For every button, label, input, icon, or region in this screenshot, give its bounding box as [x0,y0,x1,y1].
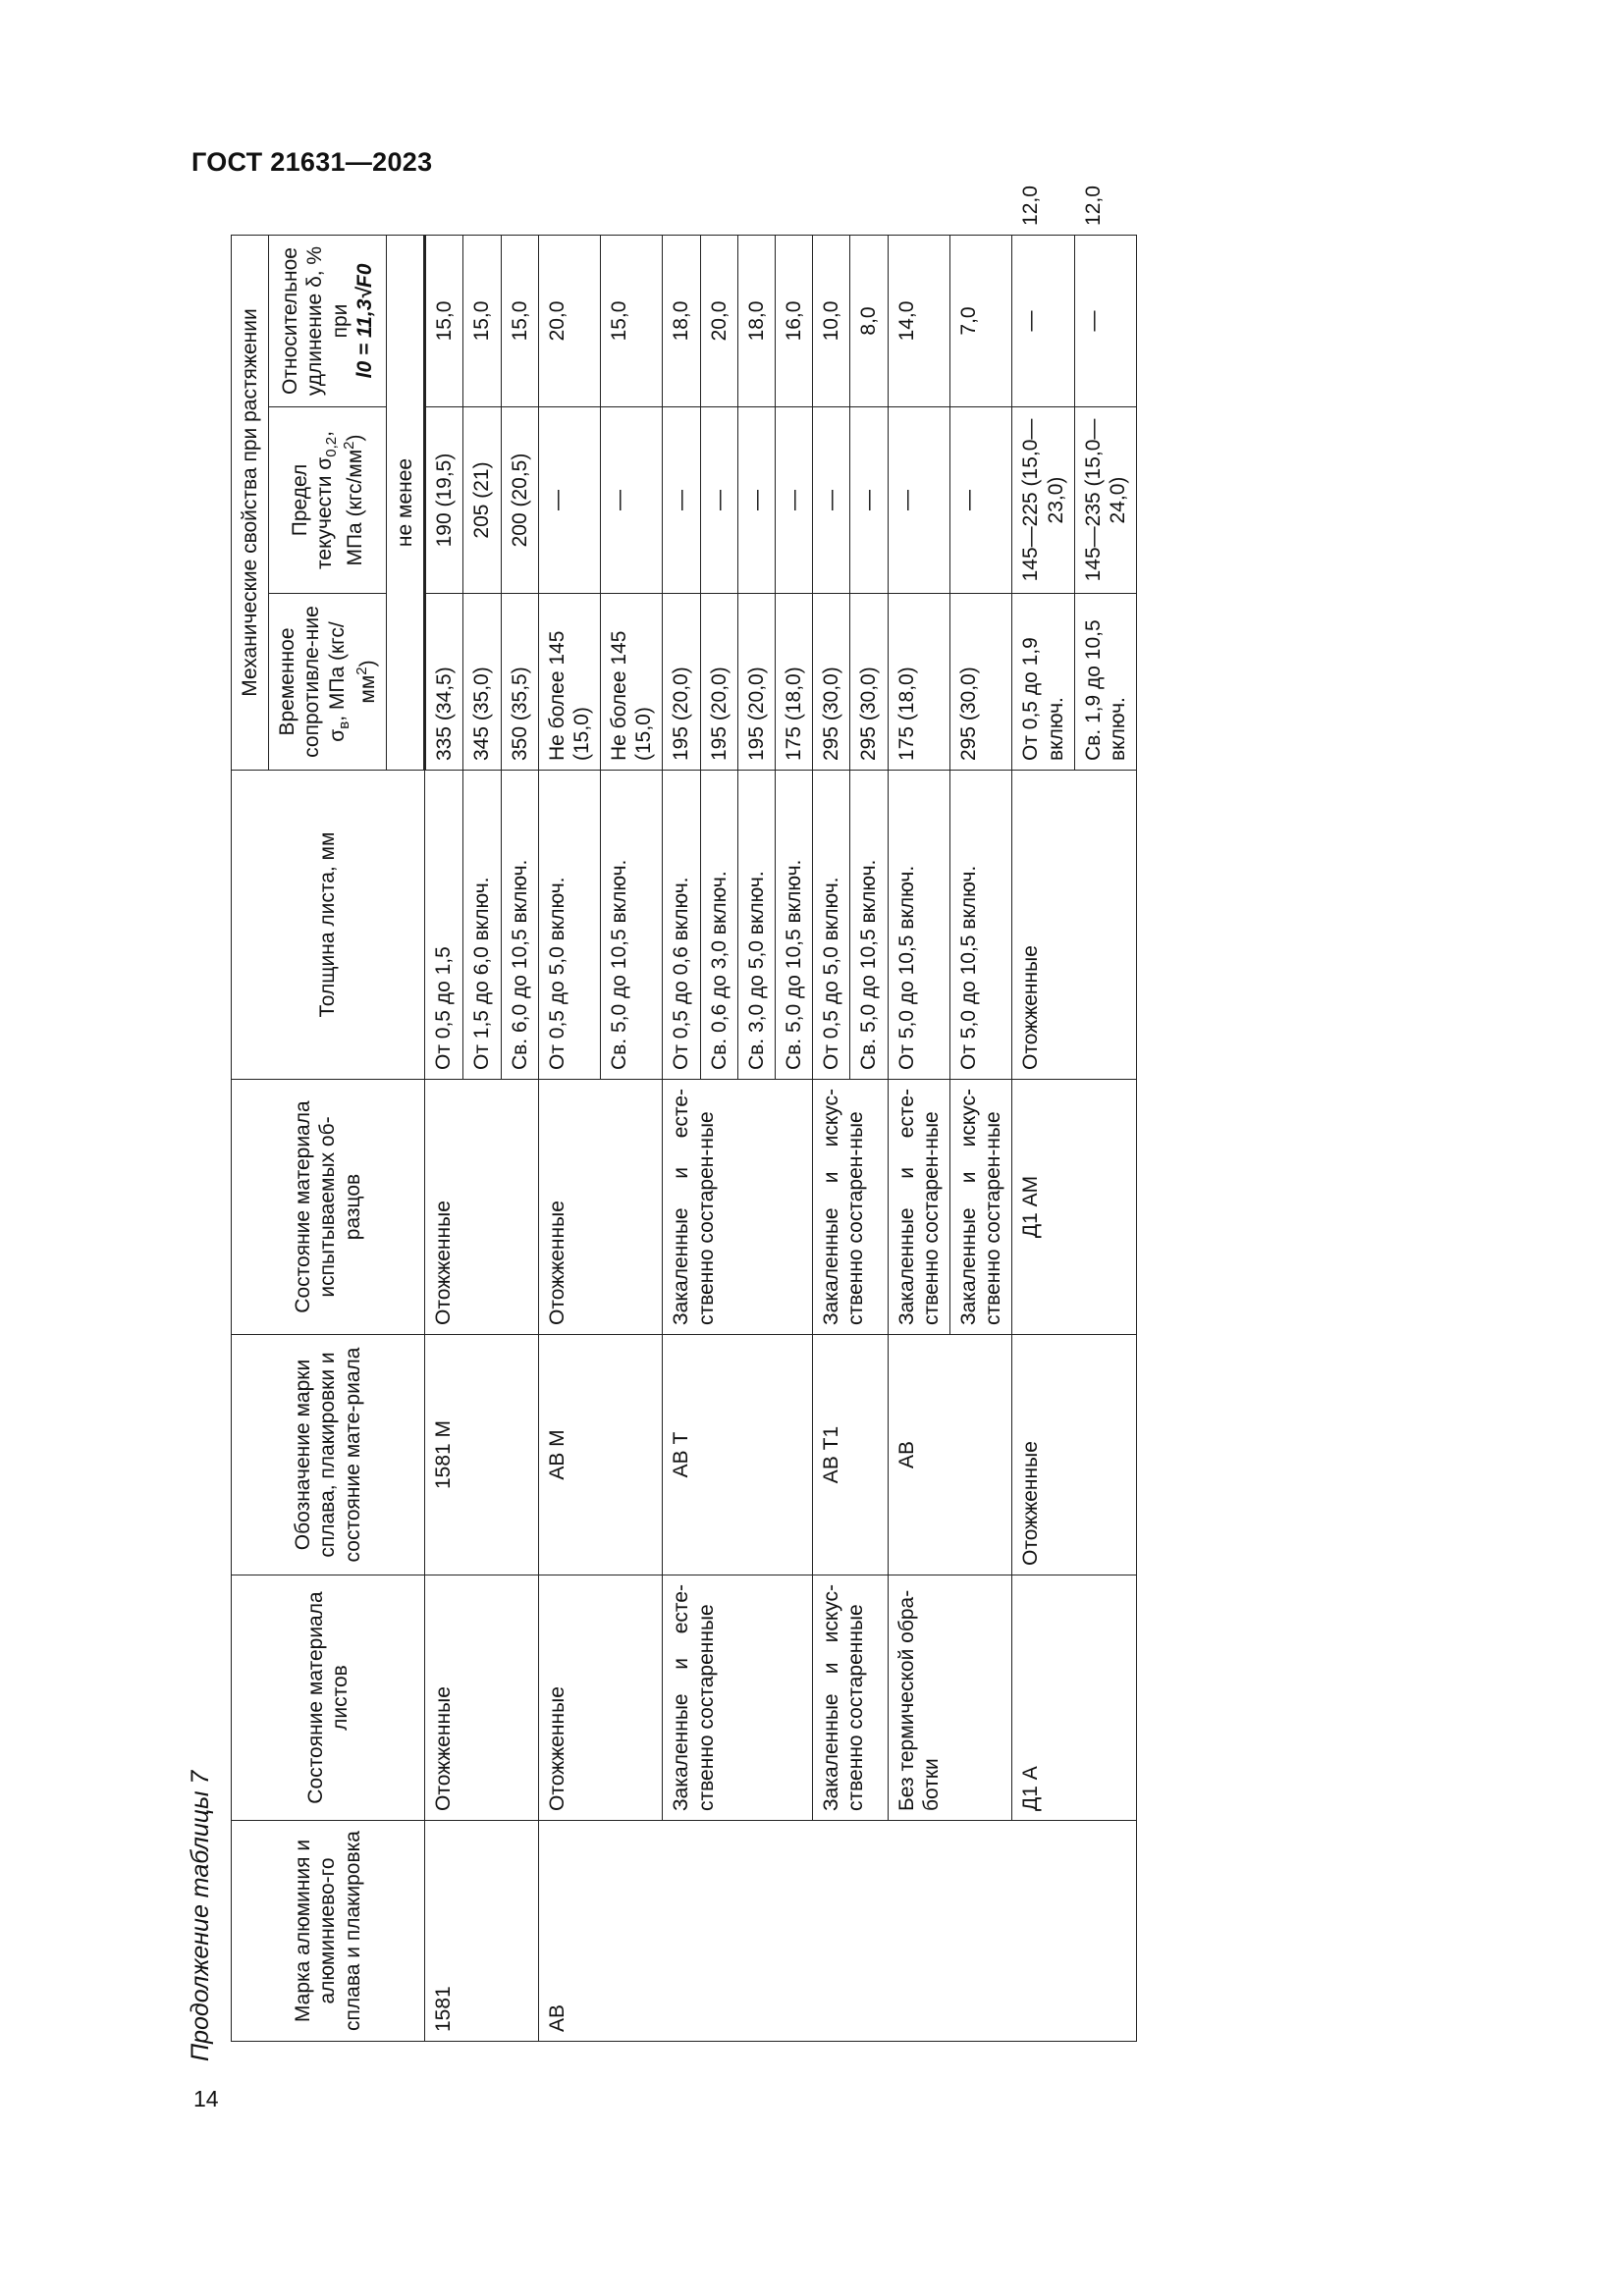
cell-designation: АВ [888,1335,1012,1575]
cell-sheet-state: Без термической обра-ботки [888,1575,1012,1821]
cell-elongation: 10,0 [813,235,850,406]
cell-yield: — [1012,235,1074,406]
cell-elongation: 15,0 [425,235,463,406]
cell-tensile: Не более 145 (15,0) [601,594,663,771]
rotated-table-container [231,186,1419,2042]
col-header-grade: Марка алюминия и алюминиево-го сплава и плакировка [232,1821,425,2042]
cell-tensile: 345 (35,0) [463,594,501,771]
cell-grade: АВ [538,1821,1136,2042]
cell-tensile: 175 (18,0) [776,594,813,771]
cell-thickness: От 0,5 до 5,0 включ. [813,771,850,1080]
cell-thickness: Св. 1,9 до 10,5 включ. [1074,594,1136,771]
cell-tensile: 350 (35,5) [501,594,538,771]
cell-yield: — [700,407,737,594]
cell-thickness: Св. 3,0 до 5,0 включ. [737,771,775,1080]
col-header-designation: Обозначение марки сплава, плакировки и состояние мате-риала [232,1335,425,1575]
cell-sample-state: Отожженные [538,1080,663,1335]
cell-sheet-state: Закаленные и есте-ственно состаренные [663,1575,813,1821]
cell-sheet-state: Закаленные и искус-ственно состаренные [813,1575,888,1821]
cell-tensile: 295 (30,0) [850,594,888,771]
cell-tensile: 295 (30,0) [813,594,850,771]
col-header-sample-state: Состояние материала испытываемых об-разцов [232,1080,425,1335]
cell-elongation: 18,0 [737,235,775,406]
cell-tensile: 295 (30,0) [949,594,1011,771]
cell-sample-state: Отожженные [425,1080,539,1335]
cell-designation: АВ Т [663,1335,813,1575]
cell-thickness: Св. 5,0 до 10,5 включ. [850,771,888,1080]
page-number: 14 [193,2086,219,2111]
cell-tensile: 195 (20,0) [663,594,700,771]
mechanical-properties-table: Марка алюминия и алюминиево-го сплава и плакировка Состояние материала листов Обозначение марки сплава, плакировки и состояние мате-риала Состояние материала испытываемых об-разцов Толщина листа, мм Механические свойства при растяжении Временное сопротивле-ние $\sigma_в$, МПа $(кгс/мм^2)$ Предел текучести $\sigma_{0,2}$, МПа $(кгс/мм^2)$ Относительное удлинение δ, % при l0 = 11,3√F0 не менее 1581 Отожженные 1581 М Отожженные От 0,5 до 1,5 335 (34,5) 190 (19,5) 15,0 От 1,5 до 6,0 включ. 345 (35,0) 205 (21) 15,0 Св. 6,0 до 10,5 включ. 350 (35,5) 200 (20,5) 15,0 АВ Отожженные АВ М Отожженные От 0,5 до 5,0 включ. Не более 145 (15,0) — 20,0 Св. 5,0 до 10,5 включ. Не более 145 (15,0) — 15,0 Закаленные и есте-ственно состаренные АВ Т Закаленные и есте-ственно состарен-ные От 0,5 до 0,6 включ. 195 (20,0) — 18,0 Св. 0,6 до 3,0 включ. 195 (20,0) — 20,0 Св. 3,0 до 5,0 включ. 195 (20,0) — 18,0 Св. 5,0 до 10,5 включ. 175 (18,0) — 16,0 Закаленные и искус-ственно состаренные АВ Т1 Закаленные и искус-ственно состарен-ные От 0,5 до 5,0 включ. 295 (30,0) — 10,0 Св. 5,0 до 10,5 включ. 295 (30,0) — 8,0 Без термической обра-ботки АВ Закаленные и есте-ственно состарен-ные От 5,0 до 10,5 включ. 175 (18,0) — 14,0 Закаленные и искус-ственно состарен-ные От 5,0 до 10,5 включ. 295 (30,0) — 7,0 Д1 А Отожженные Д1 АМ Отожженные От 0,5 до 1,9 включ. 145—225 (15,0—23,0) — 12,0 Св. 1,9 до 10,5 включ. 145—235 (15,0—24,0) — 12,0 [231,235,1137,2042]
cell-thickness: Св. 0,6 до 3,0 включ. [700,771,737,1080]
cell-tensile: 335 (34,5) [425,594,463,771]
cell-grade: 1581 [425,1821,539,2042]
cell-designation: АВ Т1 [813,1335,888,1575]
cell-sample-state: Закаленные и есте-ственно состарен-ные [663,1080,813,1335]
cell-elongation: 7,0 [949,235,1011,406]
cell-elongation: 14,0 [888,235,949,406]
cell-elongation: 15,0 [501,235,538,406]
elongation-formula: l0 = 11,3√F0 [352,263,376,379]
cell-yield: — [737,407,775,594]
cell-sample-state: Закаленные и искус-ственно состарен-ные [813,1080,888,1335]
cell-yield: — [538,407,600,594]
cell-elongation: 20,0 [700,235,737,406]
cell-elongation: 20,0 [538,235,600,406]
cell-tensile: 195 (20,0) [700,594,737,771]
cell-designation: АВ М [538,1335,663,1575]
cell-tensile: Не более 145 (15,0) [538,594,600,771]
cell-yield: 190 (19,5) [425,407,463,594]
cell-elongation: 18,0 [663,235,700,406]
col-header-elongation: Относительное удлинение δ, % при l0 = 11,3√F0 [269,235,387,406]
col-header-yield: Предел текучести $\sigma_{0,2}$, МПа $(кгс/мм^2)$ [269,407,387,594]
cell-thickness: От 5,0 до 10,5 включ. [888,771,949,1080]
cell-thickness: От 0,5 до 1,5 [425,771,463,1080]
cell-yield: — [601,407,663,594]
cell-tensile: 175 (18,0) [888,594,949,771]
cell-thickness: От 0,5 до 0,6 включ. [663,771,700,1080]
cell-yield: 205 (21) [463,407,501,594]
col-header-thickness: Толщина листа, мм [232,771,425,1080]
cell-tensile: 195 (20,0) [737,594,775,771]
cell-thickness: Св. 5,0 до 10,5 включ. [601,771,663,1080]
cell-yield: — [949,407,1011,594]
cell-yield: — [850,407,888,594]
cell-yield: 200 (20,5) [501,407,538,594]
cell-sample-state: Закаленные и искус-ственно состарен-ные [949,1080,1011,1335]
cell-elongation: 8,0 [850,235,888,406]
cell-thickness: От 1,5 до 6,0 включ. [463,771,501,1080]
cell-tensile: 145—235 (15,0—24,0) [1074,407,1136,594]
cell-thickness: От 5,0 до 10,5 включ. [949,771,1011,1080]
cell-thickness: От 0,5 до 1,9 включ. [1012,594,1074,771]
cell-designation: 1581 М [425,1335,539,1575]
cell-sample-state: Отожженные [1012,771,1137,1080]
col-header-sheet-state: Состояние материала листов [232,1575,425,1821]
cell-yield: — [1074,235,1136,406]
cell-thickness: Св. 6,0 до 10,5 включ. [501,771,538,1080]
cell-sheet-state: Отожженные [425,1575,539,1821]
cell-tensile: 145—225 (15,0—23,0) [1012,407,1074,594]
table-caption: Продолжение таблицы 7 [187,1770,214,2061]
cell-yield: — [813,407,850,594]
cell-thickness: Св. 5,0 до 10,5 включ. [776,771,813,1080]
cell-yield: — [663,407,700,594]
cell-elongation: 15,0 [463,235,501,406]
cell-yield: — [888,407,949,594]
not-less-label: не менее [386,235,424,770]
cell-thickness: От 0,5 до 5,0 включ. [538,771,600,1080]
standard-number: ГОСТ 21631—2023 [191,147,433,177]
cell-yield: — [776,407,813,594]
cell-designation: Д1 АМ [1012,1080,1137,1335]
cell-grade: Д1 А [1012,1575,1137,1821]
cell-sheet-state: Отожженные [538,1575,663,1821]
col-header-mech-group: Механические свойства при растяжении [232,235,269,770]
col-header-tensile: Временное сопротивле-ние $\sigma_в$, МПа $(кгс/мм^2)$ [269,594,387,771]
cell-elongation: 15,0 [601,235,663,406]
cell-sample-state: Закаленные и есте-ственно состарен-ные [888,1080,949,1335]
cell-elongation: 16,0 [776,235,813,406]
cell-sheet-state: Отожженные [1012,1335,1137,1575]
